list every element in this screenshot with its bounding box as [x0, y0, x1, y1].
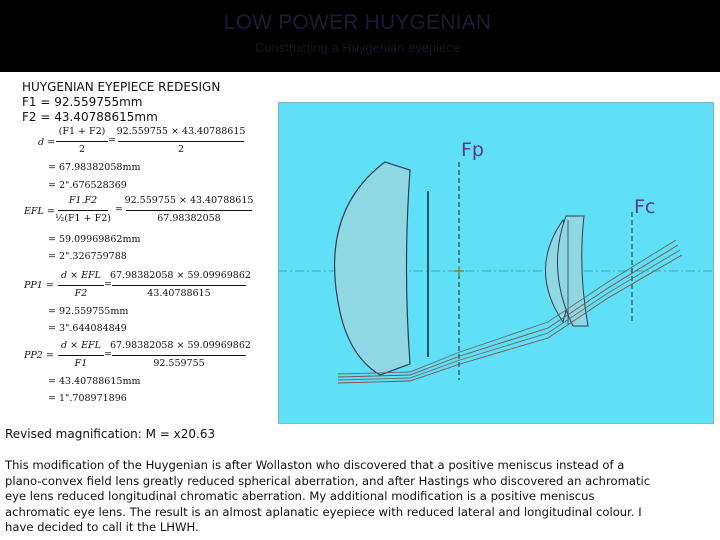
fp-label: Fp [461, 139, 484, 161]
paragraph-line: eye lens reduced longitudinal chromatic aberration. My additional modification is a positive meniscus [5, 489, 595, 503]
paragraph-line: plano-convex field lens greatly reduced spherical aberration, and after Hastings who discovered an achromatic [5, 473, 651, 488]
pp2-result-inch: = 1".708971896 [48, 393, 127, 404]
pp1-fraction-bar [58, 285, 104, 286]
d-denominator-values: 2 [177, 144, 185, 155]
efl-denominator: ½(F1 + F2) [55, 213, 111, 224]
efl-result-inch: = 2".326759788 [48, 251, 127, 262]
efl-numerator-values: 92.559755 × 43.40788615 [124, 195, 254, 206]
f2-value: F2 = 43.40788615mm [22, 110, 158, 124]
d-fraction-bar [56, 141, 108, 142]
design-header [22, 80, 220, 125]
d-result-inch: = 2".676528369 [48, 180, 127, 191]
pp1-symbol: PP1 = [24, 280, 54, 291]
efl-numerator: F1.F2 [68, 195, 98, 206]
d-numerator-values: 92.559755 × 43.40788615 [116, 126, 246, 137]
d-equals: = [108, 135, 116, 146]
slide-title: LOW POWER HUYGENIAN [223, 11, 492, 34]
description-paragraph [5, 458, 720, 536]
paragraph-line: achromatic eye lens. The result is an almost aplanatic eyepiece with reduced lateral and longitudinal colour. I [5, 504, 642, 519]
d-symbol: d = [38, 137, 56, 148]
pp2-numerator-values: 67.98382058 × 59.09969862 [110, 340, 251, 351]
d-numerator: (F1 + F2) [58, 126, 106, 137]
d-values-bar [118, 141, 244, 142]
pp1-result-inch: = 3".644084849 [48, 323, 127, 334]
pp2-values-bar [112, 355, 246, 356]
slide-subtitle: Constructing a Huygenian eyepiece [254, 40, 461, 55]
efl-fraction-bar [58, 210, 108, 211]
pp1-denominator: F2 [74, 288, 88, 299]
paragraph-line: This modification of the Huygenian is after Wollaston who discovered that a positive meniscus instead of a [5, 458, 625, 472]
pp2-equals: = [104, 349, 112, 360]
pp2-numerator: d × EFL [61, 340, 101, 351]
efl-symbol: EFL = [24, 206, 55, 217]
efl-equals: = [115, 204, 123, 215]
eyepiece-ray-diagram [278, 102, 714, 424]
pp2-symbol: PP2 = [24, 350, 54, 361]
pp1-denominator-values: 43.40788615 [147, 288, 211, 299]
pp1-numerator: d × EFL [61, 270, 101, 281]
pp1-result-mm: = 92.559755mm [48, 306, 129, 317]
efl-denominator-values: 67.98382058 [157, 213, 221, 224]
efl-values-bar [126, 210, 252, 211]
pp1-equals: = [104, 279, 112, 290]
pp2-denominator: F1 [74, 358, 88, 369]
pp2-denominator-values: 92.559755 [153, 358, 205, 369]
pp2-result-mm: = 43.40788615mm [48, 376, 141, 387]
fc-label: Fc [634, 196, 656, 218]
title-bar [0, 0, 720, 72]
efl-result-mm: = 59.09969862mm [48, 234, 141, 245]
paragraph-line: have decided to call it the LHWH. [5, 520, 199, 534]
d-denominator: 2 [78, 144, 86, 155]
revised-magnification: Revised magnification: M = x20.63 [5, 427, 216, 441]
redesign-heading: HUYGENIAN EYEPIECE REDESIGN [22, 80, 221, 94]
pp1-numerator-values: 67.98382058 × 59.09969862 [110, 270, 251, 281]
f1-value: F1 = 92.559755mm [22, 95, 143, 109]
pp2-fraction-bar [58, 355, 104, 356]
pp1-values-bar [112, 285, 246, 286]
d-result-mm: = 67.98382058mm [48, 162, 141, 173]
